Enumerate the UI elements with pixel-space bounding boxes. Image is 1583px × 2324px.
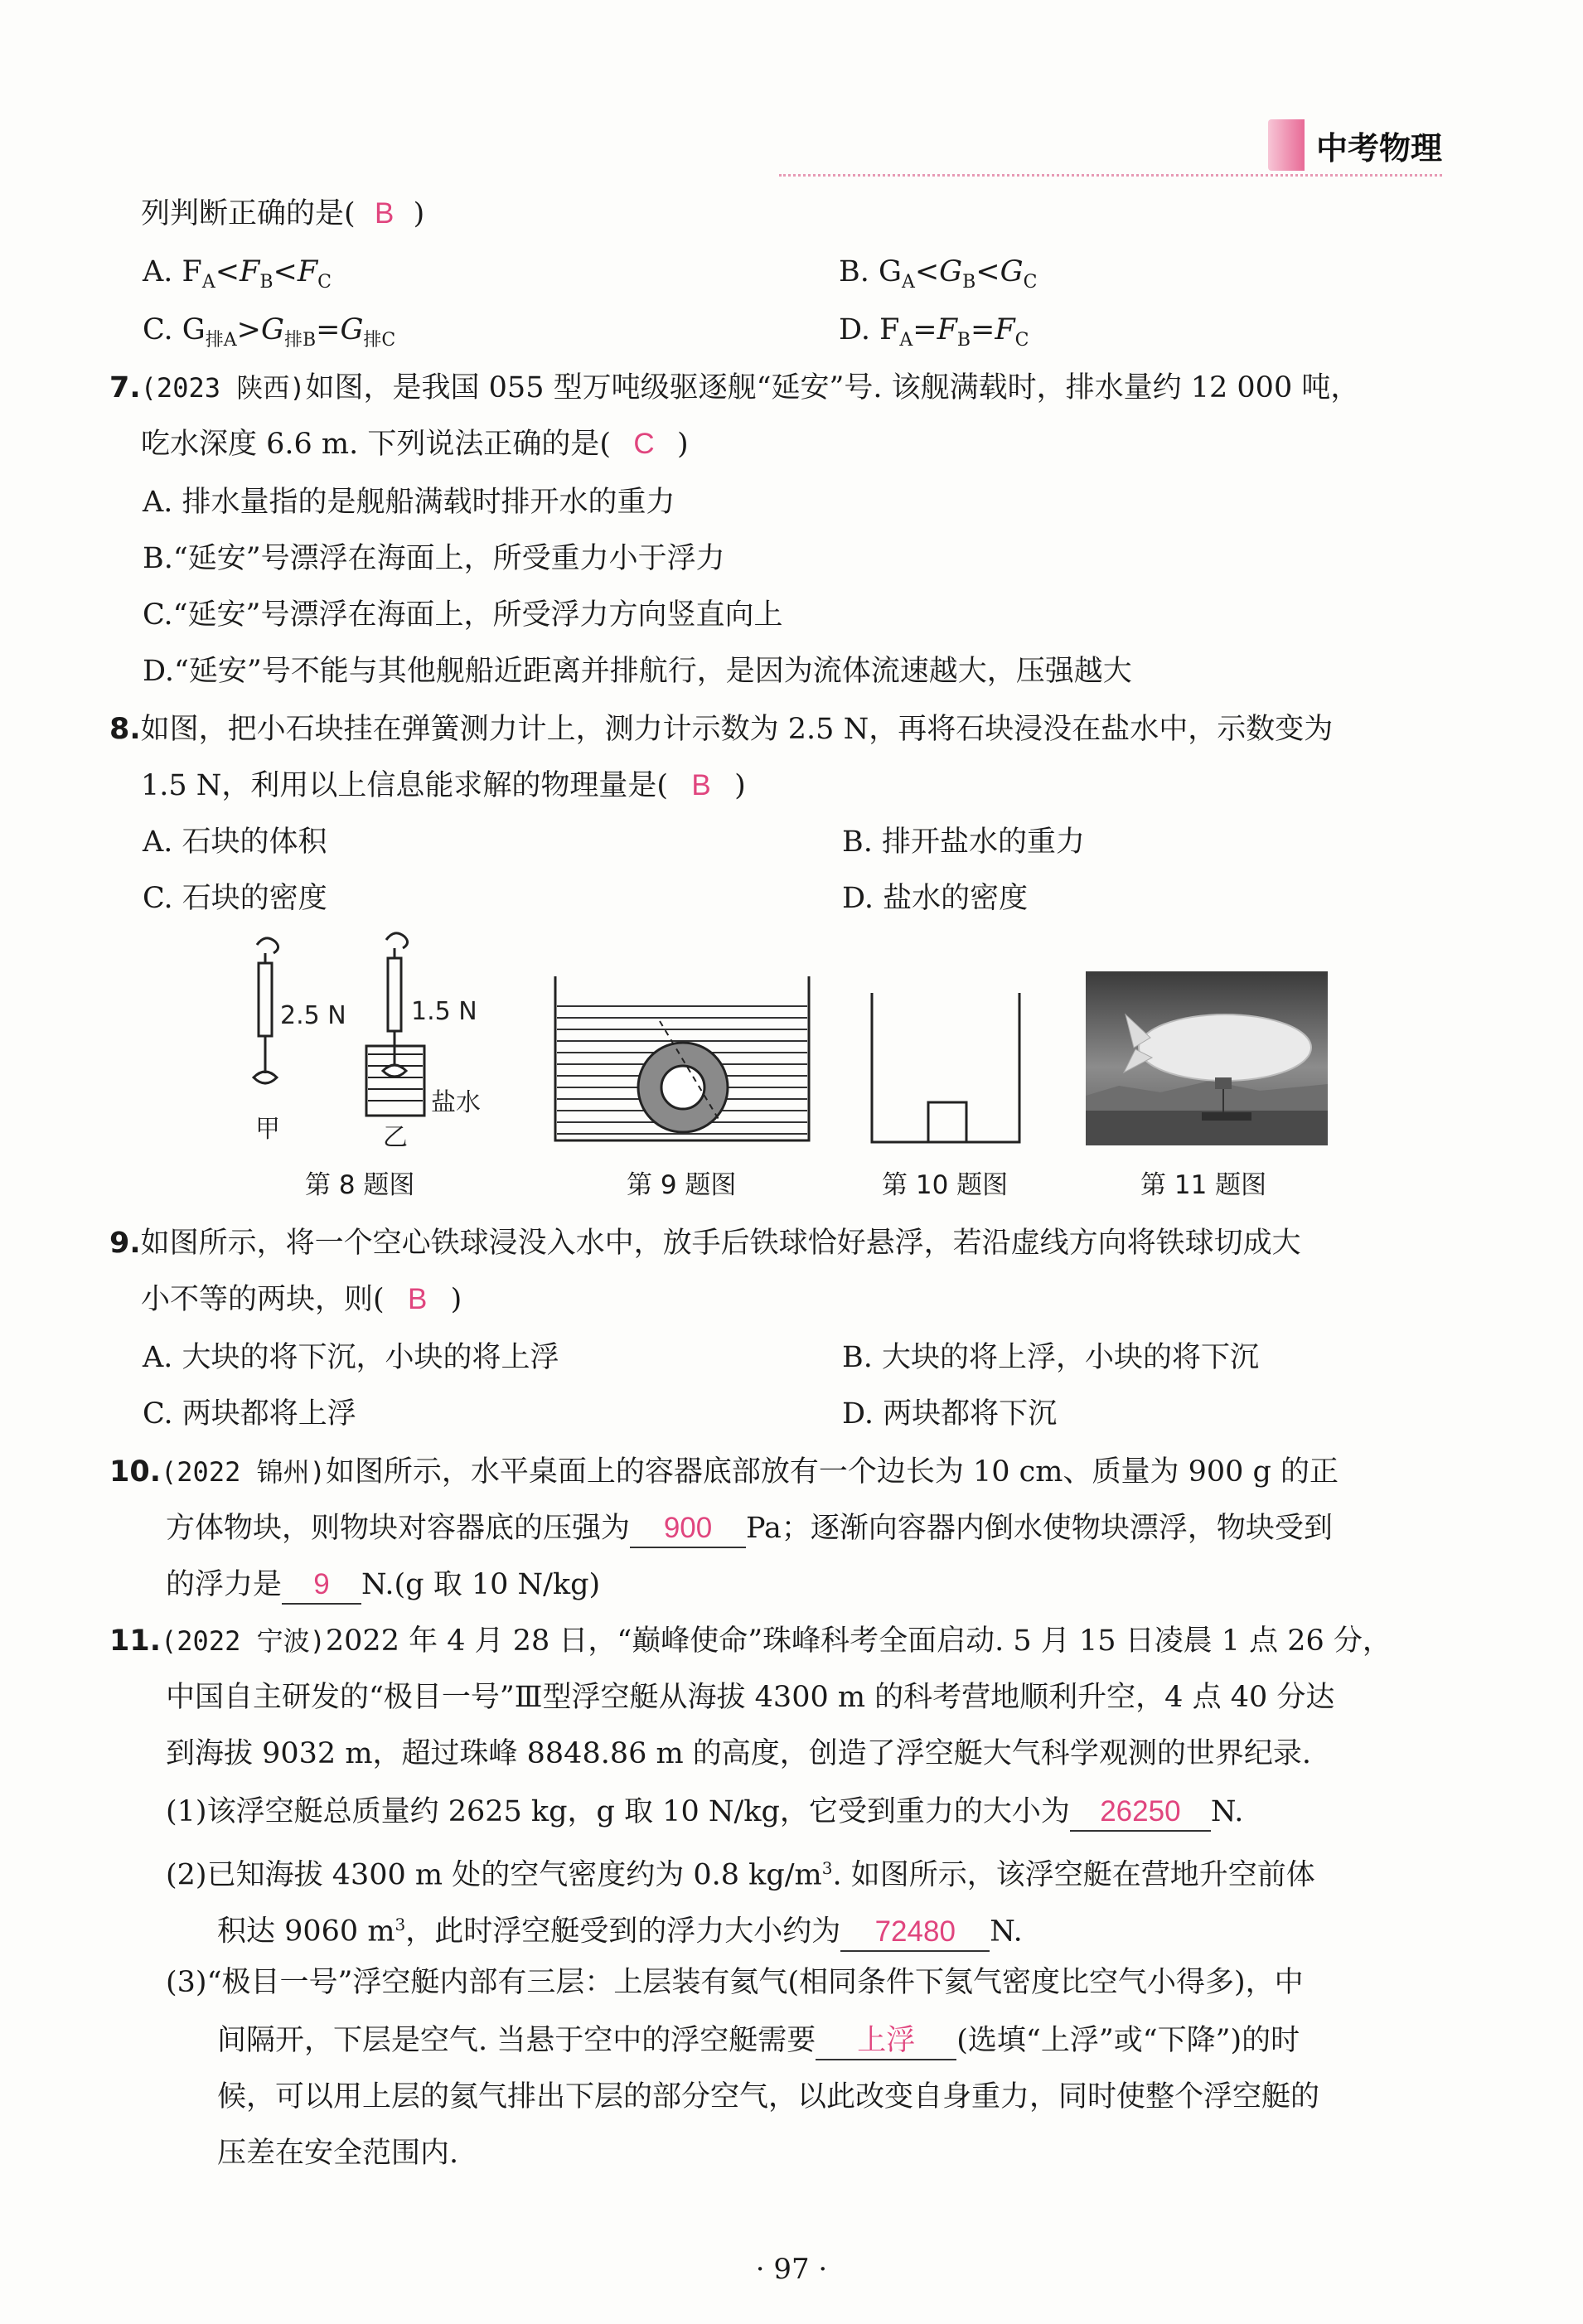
q7-number: 7. [109,371,141,404]
q11-sub-3-line-4: 压差在安全范围内. [217,2137,459,2170]
q10-line-1: 10.(2022 锦州)如图所示，水平桌面上的容器底部放有一个边长为 10 cm、质量为 900 g 的正 [109,1455,1339,1489]
page-number: · 97 · [755,2253,828,2286]
q8-line-2: 1.5 N，利用以上信息能求解的物理量是( B ) [141,769,746,802]
salt-water-label: 盐水 [431,1088,481,1117]
q6-answer: B [374,197,395,230]
q11-blank-1: 26250 [1070,1794,1211,1832]
q9-option-c: C. 两块都将上浮 [143,1397,356,1431]
q11-blank-2: 72480 [840,1914,990,1952]
figure-11-caption: 第 11 题图 [1140,1170,1267,1200]
q8-option-b: B. 排开盐水的重力 [842,826,1085,859]
q11-sub-3-line-3: 候，可以用上层的氦气排出下层的部分空气，以此改变自身重力，同时使整个浮空艇的 [217,2080,1320,2113]
scale-b-reading: 1.5 N [411,997,477,1026]
q11-line-2: 中国自主研发的“极目一号”Ⅲ型浮空艇从海拔 4300 m 的科考营地顺利升空，4 点 40 分达 [166,1681,1335,1714]
q11-blank-3: 上浮 [816,2022,956,2060]
q8-number: 8. [109,713,141,746]
q11-sub-3-line-1: (3)“极目一号”浮空艇内部有三层：上层装有氦气(相同条件下氦气密度比空气小得多)，中 [166,1966,1304,1999]
q7-option-d: D.“延安”号不能与其他舰船近距离并排航行，是因为流体流速越大，压强越大 [143,655,1132,688]
figure-8-caption: 第 8 题图 [305,1170,415,1200]
figure-10-caption: 第 10 题图 [882,1170,1009,1200]
q8-answer: B [691,769,711,801]
q9-line-2: 小不等的两块，则( B ) [141,1283,462,1316]
q10-number: 10. [109,1455,162,1489]
q6-option-d: D. $F_A=F_B=F_C$ [839,313,1029,351]
q9-option-b: B. 大块的将上浮，小块的将下沉 [842,1341,1259,1374]
figure-11-airship-photo [1086,971,1328,1145]
q6-stem: 列判断正确的是( B ) [141,197,425,230]
scale-a-reading: 2.5 N [280,1001,346,1030]
q9-number: 9. [109,1227,141,1260]
q10-line-3: 的浮力是 9 N.(g 取 10 N/kg) [166,1566,600,1605]
figure-8-spring-scales [224,928,506,1152]
q7-option-c: C.“延安”号漂浮在海面上，所受浮力方向竖直向上 [143,598,783,632]
page-header [1268,116,1442,174]
header-title: 中考物理 [1315,129,1442,167]
q10-blank-1: 900 [630,1510,746,1548]
q11-line-3: 到海拔 9032 m，超过珠峰 8848.86 m 的高度，创造了浮空艇大气科学观测的世界纪录. [166,1737,1311,1770]
q9-option-a: A. 大块的将下沉，小块的将上浮 [143,1341,559,1374]
scale-a-label: 甲 [255,1115,280,1144]
q9-answer: B [407,1283,428,1315]
figure-10-container [869,991,1023,1145]
q11-source: (2022 宁波) [161,1625,326,1657]
q9-line-1: 9.如图所示，将一个空心铁球浸没入水中，放手后铁球恰好悬浮，若沿虚线方向将铁球切成大 [109,1227,1301,1260]
q7-line-1: 7.(2023 陕西)如图，是我国 055 型万吨级驱逐舰“延安”号. 该舰满载时，排水量约 12 000 吨， [109,371,1360,404]
q8-option-a: A. 石块的体积 [143,826,327,859]
q6-option-a: A. $F_A<F_B<F_C$ [143,255,332,293]
q7-option-b: B.“延安”号漂浮在海面上，所受重力小于浮力 [143,542,725,575]
figure-9-caption: 第 9 题图 [627,1170,737,1200]
q6-option-c: C. $G_{排A}>G_{排B}=G_{排C}$ [143,313,396,351]
q9-option-d: D. 两块都将下沉 [842,1397,1058,1431]
q11-sub-1: (1)该浮空艇总质量约 2625 kg，g 取 10 N/kg，它受到重力的大小为 26250 N. [166,1794,1243,1832]
q11-sub-3-line-2: 间隔开，下层是空气. 当悬于空中的浮空艇需要 上浮 (选填“上浮”或“下降”)的时 [217,2022,1300,2060]
scale-b-label: 乙 [383,1123,408,1152]
q8-line-1: 8.如图，把小石块挂在弹簧测力计上，测力计示数为 2.5 N，再将石块浸没在盐水中，示数变为 [109,713,1334,746]
q7-answer: C [633,428,655,460]
q6-option-b: B. $G_A<G_B<G_C$ [839,255,1038,293]
figure-9-hollow-ball [554,975,811,1142]
q10-source: (2022 锦州) [161,1456,326,1488]
q11-sub-2-line-2: 积达 9060 $m^3$，此时浮空艇受到的浮力大小约为 72480 N. [217,1906,1023,1952]
q11-line-1: 11.(2022 宁波)2022 年 4 月 28 日，“巅峰使命”珠峰科考全面启动. 5 月 15 日凌晨 1 点 26 分， [109,1624,1392,1658]
q10-blank-2: 9 [282,1566,361,1605]
book-icon [1268,119,1305,171]
q10-line-2: 方体物块，则物块对容器底的压强为 900 Pa；逐渐向容器内倒水使物块漂浮，物块受到 [166,1510,1333,1548]
q8-option-d: D. 盐水的密度 [842,882,1029,915]
header-divider [779,174,1442,177]
q7-option-a: A. 排水量指的是舰船满载时排开水的重力 [143,486,675,519]
q7-line-2: 吃水深度 6.6 m. 下列说法正确的是( C ) [141,428,689,461]
q11-number: 11. [109,1624,162,1658]
q7-source: (2023 陕西) [140,372,306,404]
q11-sub-2-line-1: (2)已知海拔 4300 m 处的空气密度约为 0.8 $kg/m^3$. 如图所示，该浮空艇在营地升空前体 [166,1858,1315,1892]
q8-option-c: C. 石块的密度 [143,882,327,915]
